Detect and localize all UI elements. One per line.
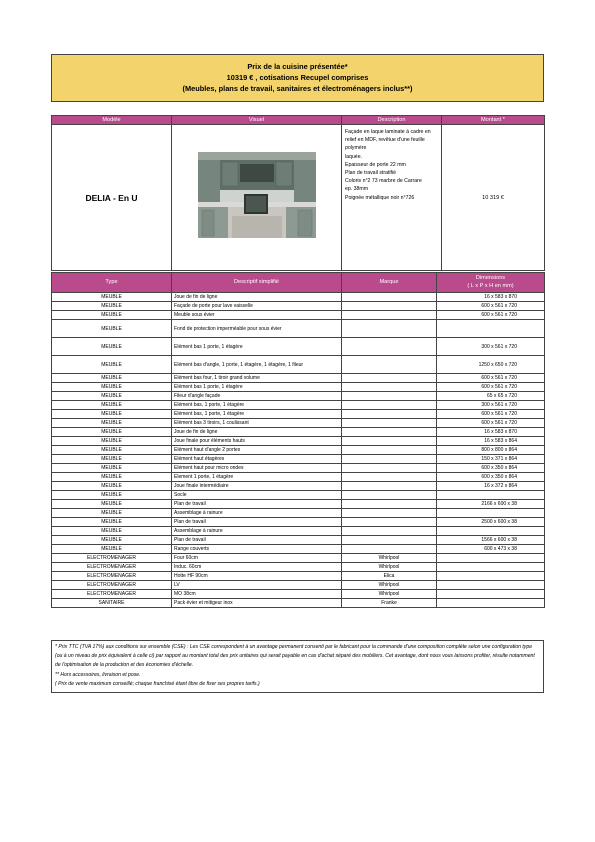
item-brand <box>342 518 437 527</box>
item-dimensions: 150 x 371 x 864 <box>437 455 545 464</box>
col-type: Type <box>52 273 172 293</box>
item-dimensions: 600 x 473 x 38 <box>437 545 545 554</box>
table-row <box>52 536 545 545</box>
item-description: Elément bas, 1 porte, 1 étagère <box>172 410 342 419</box>
table-row <box>52 320 545 338</box>
item-brand <box>342 374 437 383</box>
item-description: Elément bas four, 1 tiroir grand volume <box>172 374 342 383</box>
item-description: Joue de fin de ligne <box>172 293 342 302</box>
item-brand: Franke <box>342 599 437 608</box>
desc-line: Plan de travail stratifié <box>345 170 397 177</box>
item-description: MO 38cm <box>172 590 342 599</box>
item-dimensions <box>437 491 545 500</box>
footnote-price: ( Prix de vente maximum conseillé; chaque franchisé étant libre de fixer ses propres tarifs.) <box>55 680 260 687</box>
footnotes <box>51 640 544 693</box>
item-brand: Whirlpool <box>342 563 437 572</box>
table-row <box>52 410 545 419</box>
footnote-cse: * Prix TTC (TVA 17%) aux conditions sur ensemble (CSE) : Les CSE correspondent à un avantage permanent consenti par le fabricant pour la commande d'une composition complète selon une configuration type (ou à un niveau de prix équivalent à celle ci) par rapport au montant total des prix unitaires qui serait payable en cas d'achat séparé des mobiliers. Cet avantage, dont nous vous laissons profiter, résulte notamment de l'optimisation de la production et des économies d'échelle. <box>55 644 535 669</box>
item-brand <box>342 428 437 437</box>
item-dimensions: 300 x 561 x 720 <box>437 338 545 356</box>
item-type: MEUBLE <box>52 419 172 428</box>
item-dimensions: 800 x 800 x 864 <box>437 446 545 455</box>
item-dimensions: 16 x 372 x 864 <box>437 482 545 491</box>
item-dimensions: 2166 x 600 x 38 <box>437 500 545 509</box>
item-type: MEUBLE <box>52 392 172 401</box>
item-brand <box>342 473 437 482</box>
item-type: MEUBLE <box>52 482 172 491</box>
item-type: MEUBLE <box>52 473 172 482</box>
item-description: Element 1 porte, 1 étagère <box>172 473 342 482</box>
item-description: Fond de protection imperméable pour sous évier <box>172 320 342 338</box>
item-description: Elément haut pour micro ondes <box>172 464 342 473</box>
item-type: ELECTROMENAGER <box>52 554 172 563</box>
item-brand <box>342 383 437 392</box>
kitchen-photo <box>198 152 316 238</box>
item-type: SANITAIRE <box>52 599 172 608</box>
item-description: Induc. 60cm <box>172 563 342 572</box>
item-type: MEUBLE <box>52 320 172 338</box>
item-dimensions <box>437 599 545 608</box>
item-brand <box>342 527 437 536</box>
col-dimensions <box>437 273 545 293</box>
item-type: MEUBLE <box>52 338 172 356</box>
col-modele: Modèle <box>52 116 172 125</box>
item-dimensions <box>437 590 545 599</box>
table-row <box>52 437 545 446</box>
item-description: Joue finale intermédiaire <box>172 482 342 491</box>
table-row <box>52 563 545 572</box>
item-brand <box>342 356 437 374</box>
table-row <box>52 293 545 302</box>
item-dimensions: 65 x 65 x 720 <box>437 392 545 401</box>
desc-line: ep. 38mm <box>345 186 369 193</box>
item-dimensions: 300 x 561 x 720 <box>437 401 545 410</box>
col-visuel: Visuel <box>172 116 342 125</box>
visual-cell <box>172 125 342 271</box>
item-brand <box>342 464 437 473</box>
item-dimensions: 600 x 350 x 864 <box>437 464 545 473</box>
item-description: Joue de fin de ligne <box>172 428 342 437</box>
item-type: ELECTROMENAGER <box>52 590 172 599</box>
item-type: MEUBLE <box>52 311 172 320</box>
item-dimensions: 600 x 561 x 720 <box>437 383 545 392</box>
item-description: Elément bas 3 tiroirs, 1 coulissant <box>172 419 342 428</box>
items-header-row <box>52 273 545 293</box>
item-brand <box>342 437 437 446</box>
item-dimensions: 600 x 561 x 720 <box>437 311 545 320</box>
item-brand <box>342 302 437 311</box>
summary-table <box>51 115 545 271</box>
summary-row <box>52 125 545 271</box>
item-dimensions: 2500 x 600 x 38 <box>437 518 545 527</box>
item-description: Plan de travail <box>172 536 342 545</box>
table-row <box>52 311 545 320</box>
item-type: MEUBLE <box>52 536 172 545</box>
table-row <box>52 482 545 491</box>
table-row <box>52 599 545 608</box>
table-row <box>52 554 545 563</box>
item-type: MEUBLE <box>52 455 172 464</box>
item-type: MEUBLE <box>52 491 172 500</box>
items-table <box>51 272 545 608</box>
table-row <box>52 446 545 455</box>
header-line-2: 10319 € , cotisations Recupel comprises <box>226 73 369 82</box>
item-description: Elément bas, 1 porte, 1 étagère <box>172 401 342 410</box>
col-descriptif: Descriptif simplifié <box>172 273 342 293</box>
item-dimensions: 1250 x 650 x 720 <box>437 356 545 374</box>
item-description: Elément bas 1 porte, 1 étagère <box>172 383 342 392</box>
item-brand <box>342 482 437 491</box>
desc-line: Coloris n°2 73 marbre de Carrare <box>345 178 422 185</box>
item-type: MEUBLE <box>52 437 172 446</box>
item-brand <box>342 491 437 500</box>
item-brand: Elica <box>342 572 437 581</box>
desc-line: Poignée métallique noir n°726 <box>345 194 415 201</box>
table-row <box>52 356 545 374</box>
item-dimensions <box>437 320 545 338</box>
table-row <box>52 455 545 464</box>
item-description: Pack évier et mitigeur inox <box>172 599 342 608</box>
table-row <box>52 500 545 509</box>
summary-header-row <box>52 116 545 125</box>
item-description: Meuble sous évier <box>172 311 342 320</box>
header-line-1: Prix de la cuisine présentée* <box>247 62 348 71</box>
item-brand <box>342 410 437 419</box>
item-type: ELECTROMENAGER <box>52 563 172 572</box>
item-description: Socle <box>172 491 342 500</box>
item-description: Elément bas d'angle, 1 porte, 1 étagère, 1 étagère, 1 fileur <box>172 356 342 374</box>
item-brand <box>342 293 437 302</box>
dimensions-label: Dimensions <box>475 275 506 281</box>
item-brand <box>342 509 437 518</box>
description-cell <box>342 125 442 271</box>
header-line-3: (Meubles, plans de travail, sanitaires et électroménagers inclus**) <box>182 84 413 93</box>
desc-line: laquée. <box>345 153 363 160</box>
footnote-exclusions: ** Hors accessoires, livraison et pose. <box>55 671 141 678</box>
desc-line: Epaisseur de porte 22 mm <box>345 161 406 168</box>
item-brand: Whirlpool <box>342 581 437 590</box>
item-description: Façade de porte pour lave vaisselle <box>172 302 342 311</box>
item-dimensions <box>437 527 545 536</box>
table-row <box>52 401 545 410</box>
item-type: MEUBLE <box>52 293 172 302</box>
table-row <box>52 473 545 482</box>
item-brand <box>342 338 437 356</box>
item-type: MEUBLE <box>52 356 172 374</box>
item-type: MEUBLE <box>52 401 172 410</box>
item-brand <box>342 419 437 428</box>
col-description: Description <box>342 116 442 125</box>
price-header <box>51 54 544 102</box>
item-description: Four 60cm <box>172 554 342 563</box>
table-row <box>52 338 545 356</box>
table-row <box>52 581 545 590</box>
item-description: Hotte HF 90cm <box>172 572 342 581</box>
table-row <box>52 527 545 536</box>
col-marque: Marque <box>342 273 437 293</box>
item-brand <box>342 446 437 455</box>
item-description: Elément haut étagères <box>172 455 342 464</box>
item-dimensions: 1566 x 600 x 38 <box>437 536 545 545</box>
item-dimensions: 600 x 561 x 720 <box>437 419 545 428</box>
item-brand <box>342 320 437 338</box>
item-description: Plan de travail <box>172 500 342 509</box>
item-dimensions <box>437 563 545 572</box>
table-row <box>52 491 545 500</box>
item-description: Elément haut d'angle 2 portes <box>172 446 342 455</box>
item-type: MEUBLE <box>52 518 172 527</box>
item-brand <box>342 500 437 509</box>
item-brand <box>342 455 437 464</box>
item-type: ELECTROMENAGER <box>52 572 172 581</box>
item-dimensions: 600 x 350 x 864 <box>437 473 545 482</box>
item-brand <box>342 401 437 410</box>
table-row <box>52 302 545 311</box>
item-description: Fileur d'angle façade <box>172 392 342 401</box>
amount-cell: 10 319 € <box>442 125 545 271</box>
item-dimensions: 600 x 561 x 720 <box>437 302 545 311</box>
item-dimensions: 600 x 561 x 720 <box>437 374 545 383</box>
col-montant: Montant * <box>442 116 545 125</box>
item-dimensions: 16 x 583 x 864 <box>437 437 545 446</box>
table-row <box>52 374 545 383</box>
table-row <box>52 464 545 473</box>
item-type: MEUBLE <box>52 374 172 383</box>
item-dimensions <box>437 554 545 563</box>
model-name: DELIA - En U <box>52 125 172 271</box>
item-dimensions <box>437 581 545 590</box>
item-type: MEUBLE <box>52 410 172 419</box>
item-dimensions <box>437 509 545 518</box>
table-row <box>52 572 545 581</box>
item-description: LV <box>172 581 342 590</box>
item-type: MEUBLE <box>52 500 172 509</box>
item-dimensions <box>437 572 545 581</box>
item-brand: Whirlpool <box>342 590 437 599</box>
table-row <box>52 428 545 437</box>
item-type: MEUBLE <box>52 428 172 437</box>
dimensions-unit: ( L x P x H en mm) <box>467 282 514 289</box>
item-type: MEUBLE <box>52 464 172 473</box>
item-brand: Whirlpool <box>342 554 437 563</box>
table-row <box>52 383 545 392</box>
item-description: Plan de travail <box>172 518 342 527</box>
item-type: MEUBLE <box>52 446 172 455</box>
item-type: MEUBLE <box>52 383 172 392</box>
table-row <box>52 392 545 401</box>
table-row <box>52 590 545 599</box>
item-dimensions: 16 x 583 x 870 <box>437 428 545 437</box>
item-type: MEUBLE <box>52 545 172 554</box>
table-row <box>52 545 545 554</box>
table-row <box>52 509 545 518</box>
item-type: MEUBLE <box>52 527 172 536</box>
item-type: MEUBLE <box>52 302 172 311</box>
item-dimensions: 16 x 583 x 870 <box>437 293 545 302</box>
item-description: Elément bas 1 porte, 1 étagère <box>172 338 342 356</box>
item-description: Joue finale pour éléments hauts <box>172 437 342 446</box>
item-dimensions: 600 x 561 x 720 <box>437 410 545 419</box>
item-description: Assemblage à rainure <box>172 509 342 518</box>
item-brand <box>342 545 437 554</box>
desc-line: Façade en laque laminate à cadre en relief en MDF, revêtue d'une feuille polymère <box>345 129 431 152</box>
item-type: MEUBLE <box>52 509 172 518</box>
table-row <box>52 419 545 428</box>
table-row <box>52 518 545 527</box>
item-brand <box>342 392 437 401</box>
item-description: Assemblage à rainure <box>172 527 342 536</box>
item-type: ELECTROMENAGER <box>52 581 172 590</box>
item-brand <box>342 536 437 545</box>
item-description: Range couverts <box>172 545 342 554</box>
item-brand <box>342 311 437 320</box>
